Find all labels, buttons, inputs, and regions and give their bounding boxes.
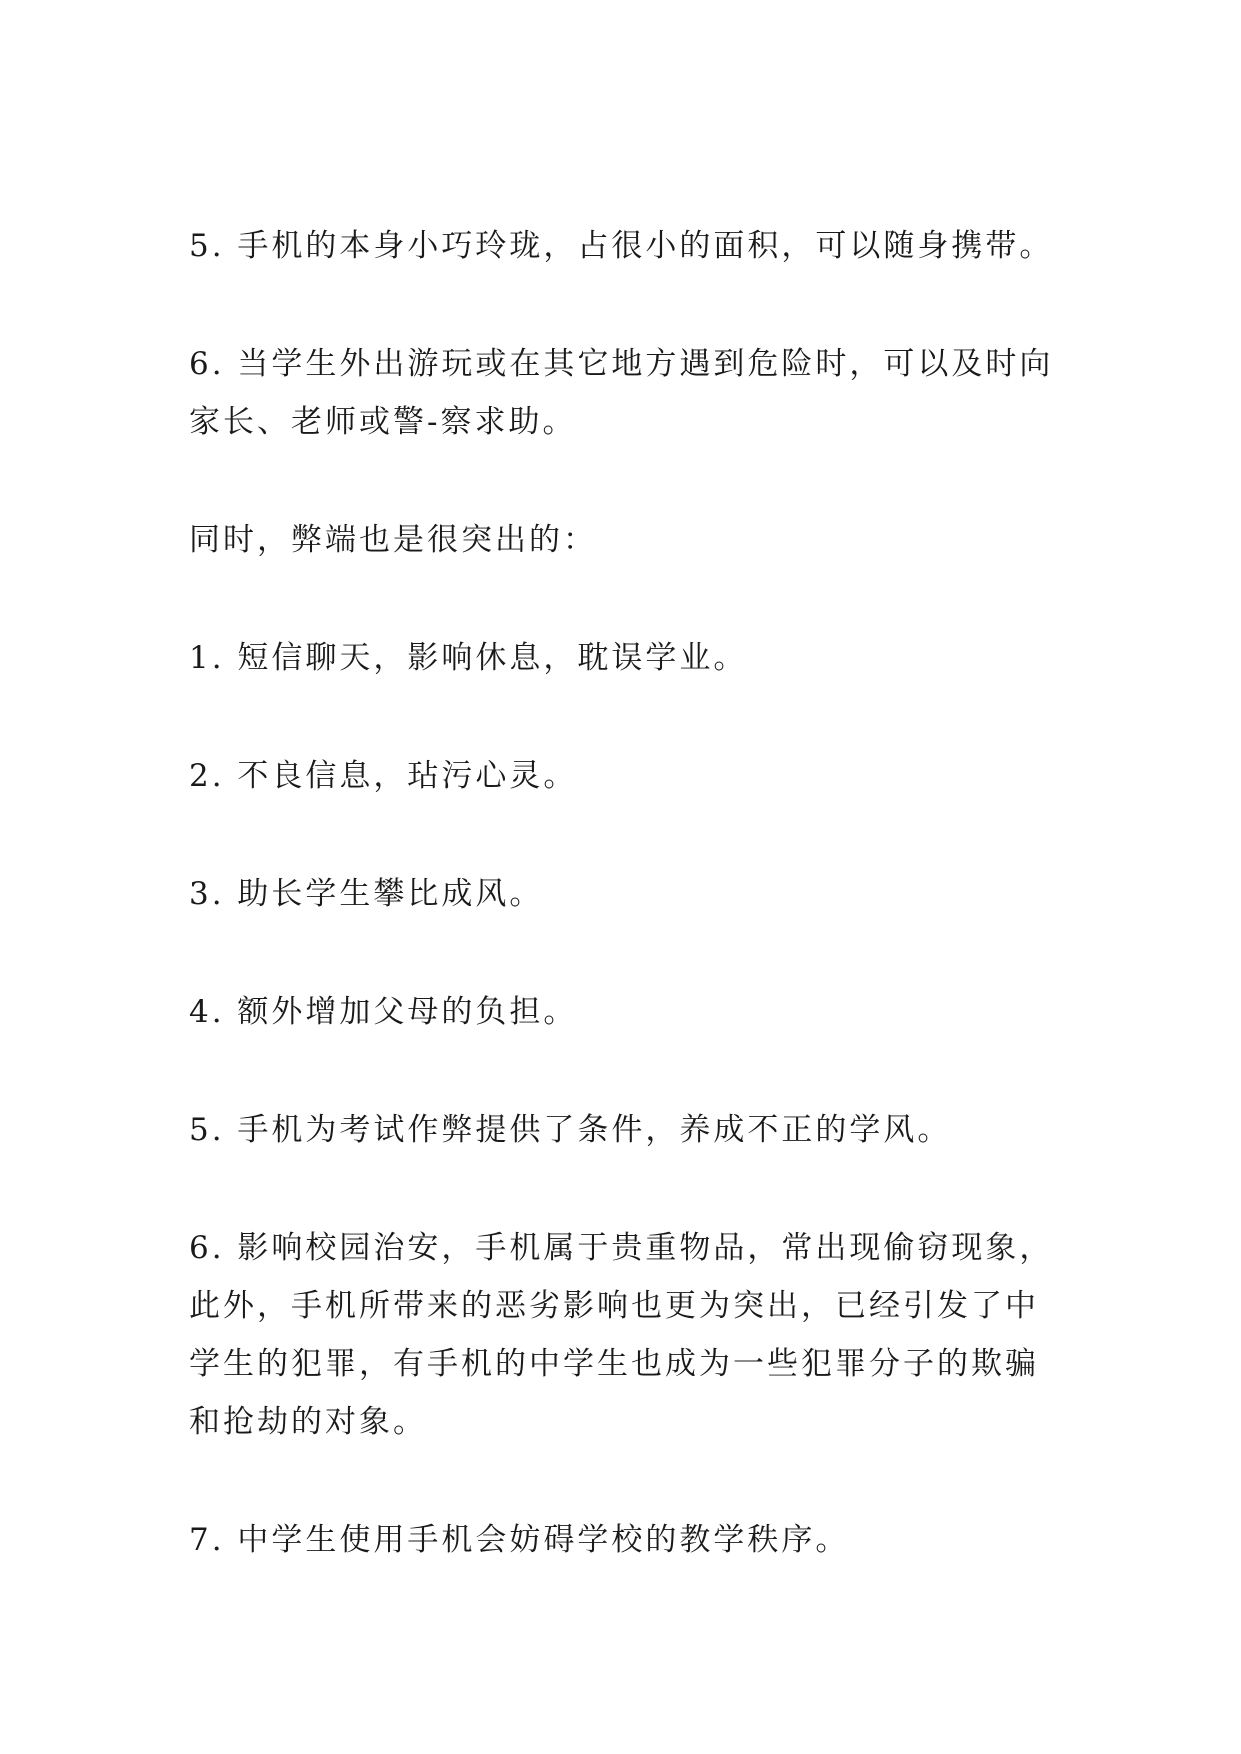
- document-body: [189, 217, 1059, 1629]
- paragraph-disadvantage-7: 7. 中学生使用手机会妨碍学校的教学秩序。: [189, 1522, 850, 1558]
- paragraph-disadvantage-4: 4. 额外增加父母的负担。: [189, 994, 578, 1030]
- paragraph-disadvantage-2: 2. 不良信息，玷污心灵。: [189, 758, 578, 794]
- paragraph-disadvantage-1: 1. 短信聊天，影响休息，耽误学业。: [189, 640, 748, 676]
- paragraph-disadvantages-intro: 同时，弊端也是很突出的：: [189, 522, 597, 558]
- paragraph-disadvantage-6: 6. 影响校园治安，手机属于贵重物品，常出现偷窃现象，此外，手机所带来的恶劣影响也更为突出，已经引发了中学生的犯罪，有手机的中学生也成为一些犯罪分子的欺骗和抢劫的对象。: [189, 1230, 1054, 1440]
- paragraph-disadvantage-3: 3. 助长学生攀比成风。: [189, 876, 544, 912]
- paragraph-advantage-6: 6. 当学生外出游玩或在其它地方遇到危险时，可以及时向家长、老师或警-察求助。: [189, 346, 1054, 440]
- paragraph-advantage-5: 5. 手机的本身小巧玲珑，占很小的面积，可以随身携带。: [189, 228, 1054, 264]
- paragraph-disadvantage-5: 5. 手机为考试作弊提供了条件，养成不正的学风。: [189, 1112, 952, 1148]
